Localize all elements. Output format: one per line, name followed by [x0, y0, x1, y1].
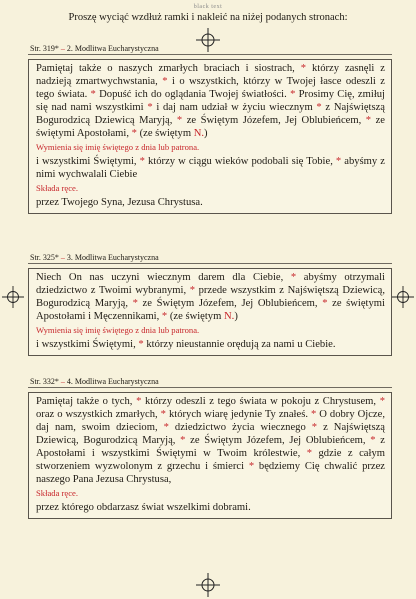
prayer-paragraph: przez którego obdarzasz świat wszelkimi dobrami.	[36, 502, 251, 513]
section-prayer-4	[28, 376, 392, 519]
cutout-box	[28, 392, 392, 519]
cutout-box	[28, 59, 392, 214]
registration-mark-icon	[2, 286, 24, 308]
prayer-paragraph: Pamiętaj także o naszych zmarłych braciach i siostrach, * którzy zasnęli z nadzieją zmartwychwstania, * i o wszystkich, którzy w Twojej łasce odeszli z tego świata. * Dopuść ich do oglądania Twojej światłości. * Prosimy Cię, zmiłuj się nad nami wszystkimi * i daj nam udział w życiu wiecznym * z Najświętszą Bogurodzicą Dziewicą Maryją, * ze Świętym Józefem, Jej Oblubieńcem, * ze świętymi Apostołami, * (ze świętym N.)	[36, 63, 386, 139]
prayer-paragraph: Pamiętaj także o tych, * którzy odeszli z tego świata w pokoju z Chrystusem, * oraz o wszystkich zmarłych, * których wiarę jedynie Ty znałeś. * O dobry Ojcze, daj nam, swoim dzieciom, * dziedzictwo życia wiecznego * z Najświętszą Dziewicą, Bogurodzicą Maryją, * ze Świętym Józefem, Jej Oblubieńcem, * z Apostołami i wszystkimi Świętymi w Twoim królestwie, * gdzie z całym stworzeniem wyzwolonym z grzechu i śmierci * będziemy Cię chwalić przez naszego Pana Jezusa Chrystusa,	[36, 396, 385, 485]
section-prayer-3	[28, 252, 392, 356]
rubric-note: Wymienia się imię świętego z dnia lub patrona.	[36, 142, 200, 152]
registration-mark-icon	[196, 573, 220, 597]
prayer-paragraph: i wszystkimi Świętymi, * którzy w ciągu wieków podobali się Tobie, * abyśmy z nimi wychwalali Ciebie	[36, 156, 385, 180]
instruction-text: Proszę wyciąć wzdłuż ramki i nakleić na niżej podanych stronach:	[68, 12, 348, 23]
rubric-note: Wymienia się imię świętego z dnia lub patrona.	[36, 325, 200, 335]
prayer-paragraph: Niech On nas uczyni wiecznym darem dla Ciebie, * abyśmy otrzymali dziedzictwo z Twoimi wybranymi, * przede wszystkim z Najświętszą Dziewicą, Bogurodzicą Maryją, * ze Świętym Józefem, Jej Oblubieńcem, * ze świętymi Apostołami i Męczennikami, * (ze świętym N.)	[36, 272, 385, 322]
section-prayer-2	[28, 43, 392, 214]
cutout-box	[28, 268, 392, 356]
rubric-note: Składa ręce.	[36, 183, 78, 193]
rubric-note: Składa ręce.	[36, 488, 78, 498]
header-tiny-text: black text	[193, 4, 223, 10]
prayer-paragraph: przez Twojego Syna, Jezusa Chrystusa.	[36, 197, 203, 208]
prayer-paragraph: i wszystkimi Świętymi, * którzy nieustannie orędują za nami u Ciebie.	[36, 339, 336, 350]
section-source: Str. 332* – 4. Modlitwa Eucharystyczna	[28, 376, 392, 388]
registration-mark-icon	[392, 286, 414, 308]
section-source: Str. 319* – 2. Modlitwa Eucharystyczna	[28, 43, 392, 55]
section-source: Str. 325* – 3. Modlitwa Eucharystyczna	[28, 252, 392, 264]
